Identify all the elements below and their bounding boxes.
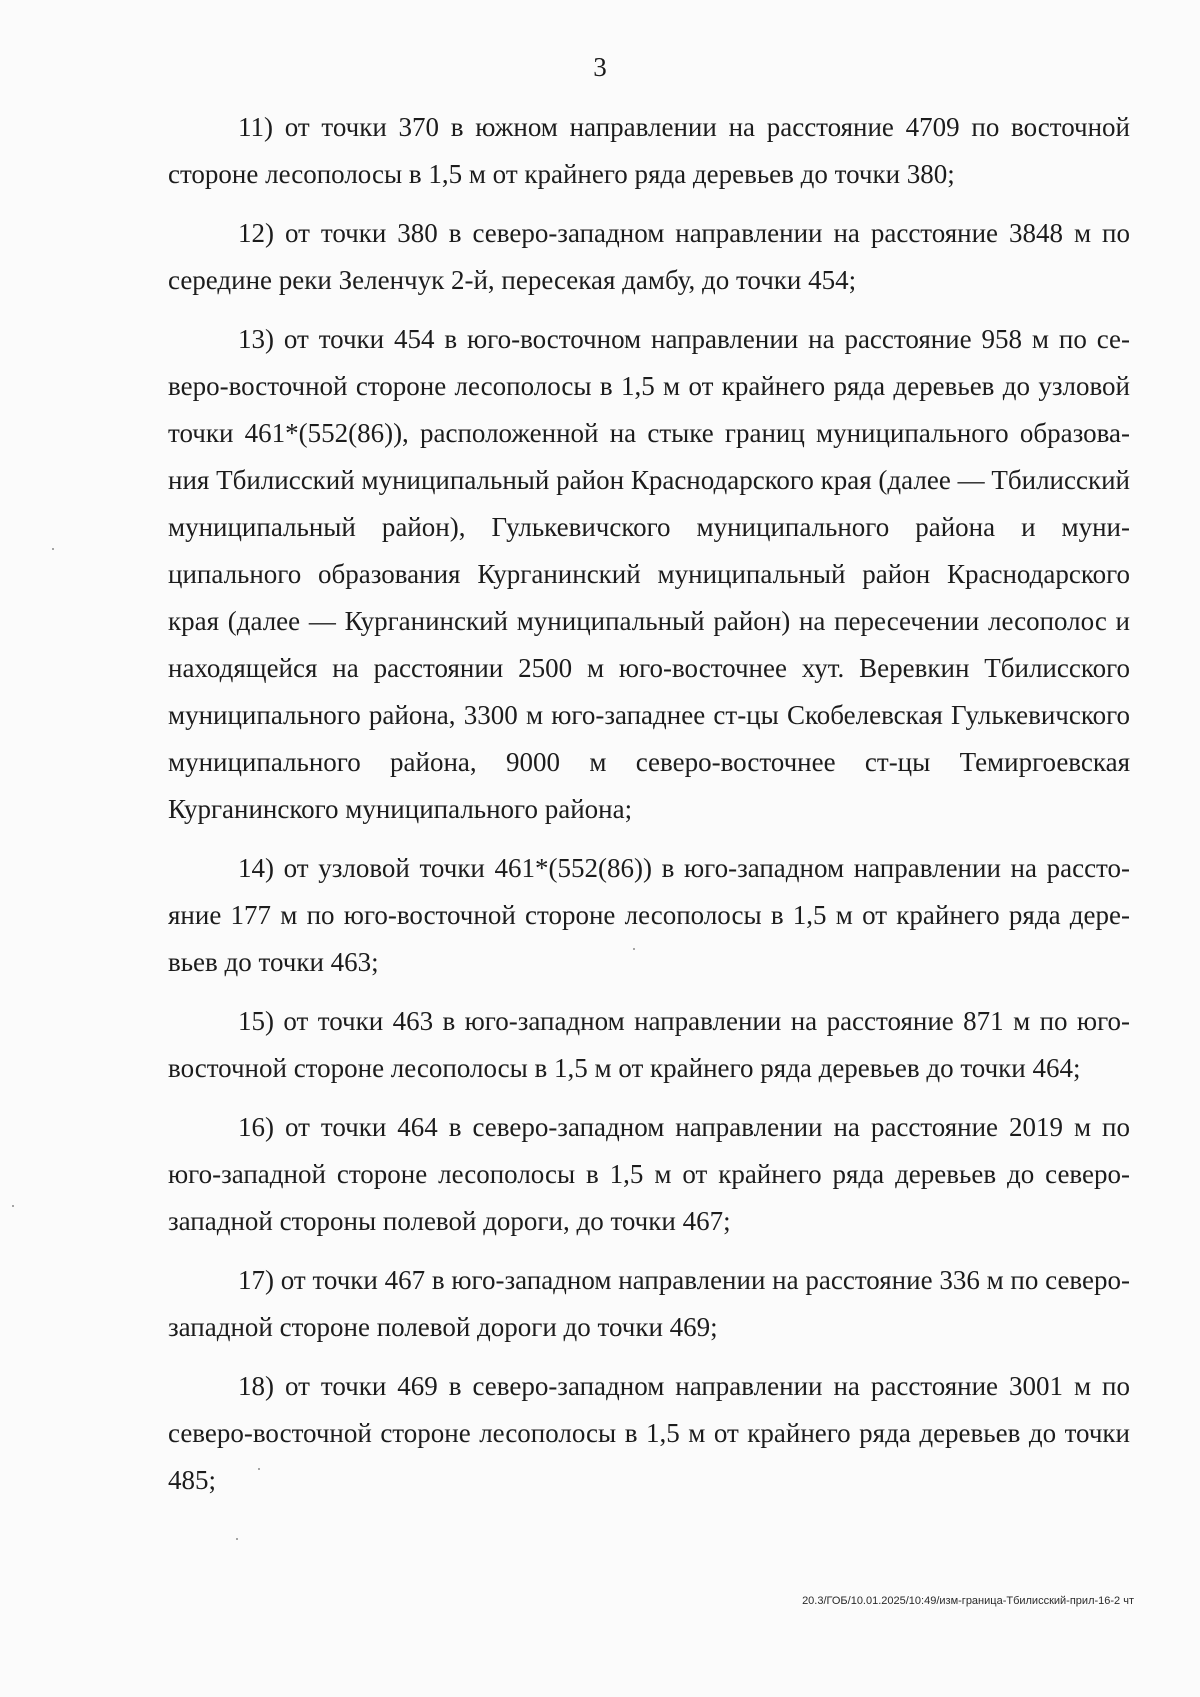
paragraph-14: 14) от узловой точки 461*(552(86)) в юго-западном направлении на расстояние 177 м по юго-восточной стороне лесополосы в 1,5 м от крайнего ряда деревьев до точки 463; [168, 853, 1130, 977]
paragraph-18: 18) от точки 469 в северо-западном направлении на расстояние 3001 м по северо-восточной стороне лесополосы в 1,5 м от крайнего ряда деревьев до точки 485; [168, 1371, 1130, 1495]
paragraph-16: 16) от точки 464 в северо-западном направлении на расстояние 2019 м по юго-западной стороне лесополосы в 1,5 м от крайнего ряда деревьев до северо-западной стороны полевой дороги, до точки 467; [168, 1112, 1130, 1236]
paragraph-17: 17) от точки 467 в юго-западном направлении на расстояние 336 м по северо-западной стороне полевой дороги до точки 469; [168, 1265, 1130, 1342]
paragraph-15: 15) от точки 463 в юго-западном направлении на расстояние 871 м по юго-восточной стороне лесополосы в 1,5 м от крайнего ряда деревьев до точки 464; [168, 1006, 1130, 1083]
scan-speck [633, 948, 635, 950]
page-number: 3 [593, 52, 607, 82]
paragraph-13: 13) от точки 454 в юго-восточном направлении на расстояние 958 м по северо-восточной стороне лесополосы в 1,5 м от крайнего ряда деревьев до узловой точки 461*(552(86)), расположенной на стыке границ муниципального образования Тбилисский муниципальный район Краснодарского края (далее — Тбилисский муниципальный район), Гулькевичского муниципального района и муниципального образования Курганинский муниципальный район Краснодарского края (далее — Курганинский муниципальный район) на пересечении лесополос и находящейся на расстоянии 2500 м юго-восточнее хут. Веревкин Тбилисского муниципального района, 3300 м юго-западнее ст-цы Скобелевская Гулькевичского муниципального района, 9000 м северо-восточнее ст-цы Темиргоевская Курганинского муниципального района; [168, 324, 1130, 824]
paragraph-12: 12) от точки 380 в северо-западном направлении на расстояние 3848 м по середине реки Зеленчук 2-й, пересекая дамбу, до точки 454; [168, 218, 1130, 295]
scan-speck [12, 1205, 14, 1207]
paragraph-11: 11) от точки 370 в южном направлении на расстояние 4709 по восточной стороне лесополосы в 1,5 м от крайнего ряда деревьев до точки 380; [168, 112, 1130, 189]
scan-speck [236, 1538, 238, 1540]
scan-speck [52, 548, 54, 550]
document-footer: 20.3/ГОБ/10.01.2025/10:49/изм-граница-Тбилисский-прил-16-2 чт [802, 1595, 1134, 1607]
document-body [168, 104, 1130, 1504]
scan-speck [258, 1468, 260, 1470]
